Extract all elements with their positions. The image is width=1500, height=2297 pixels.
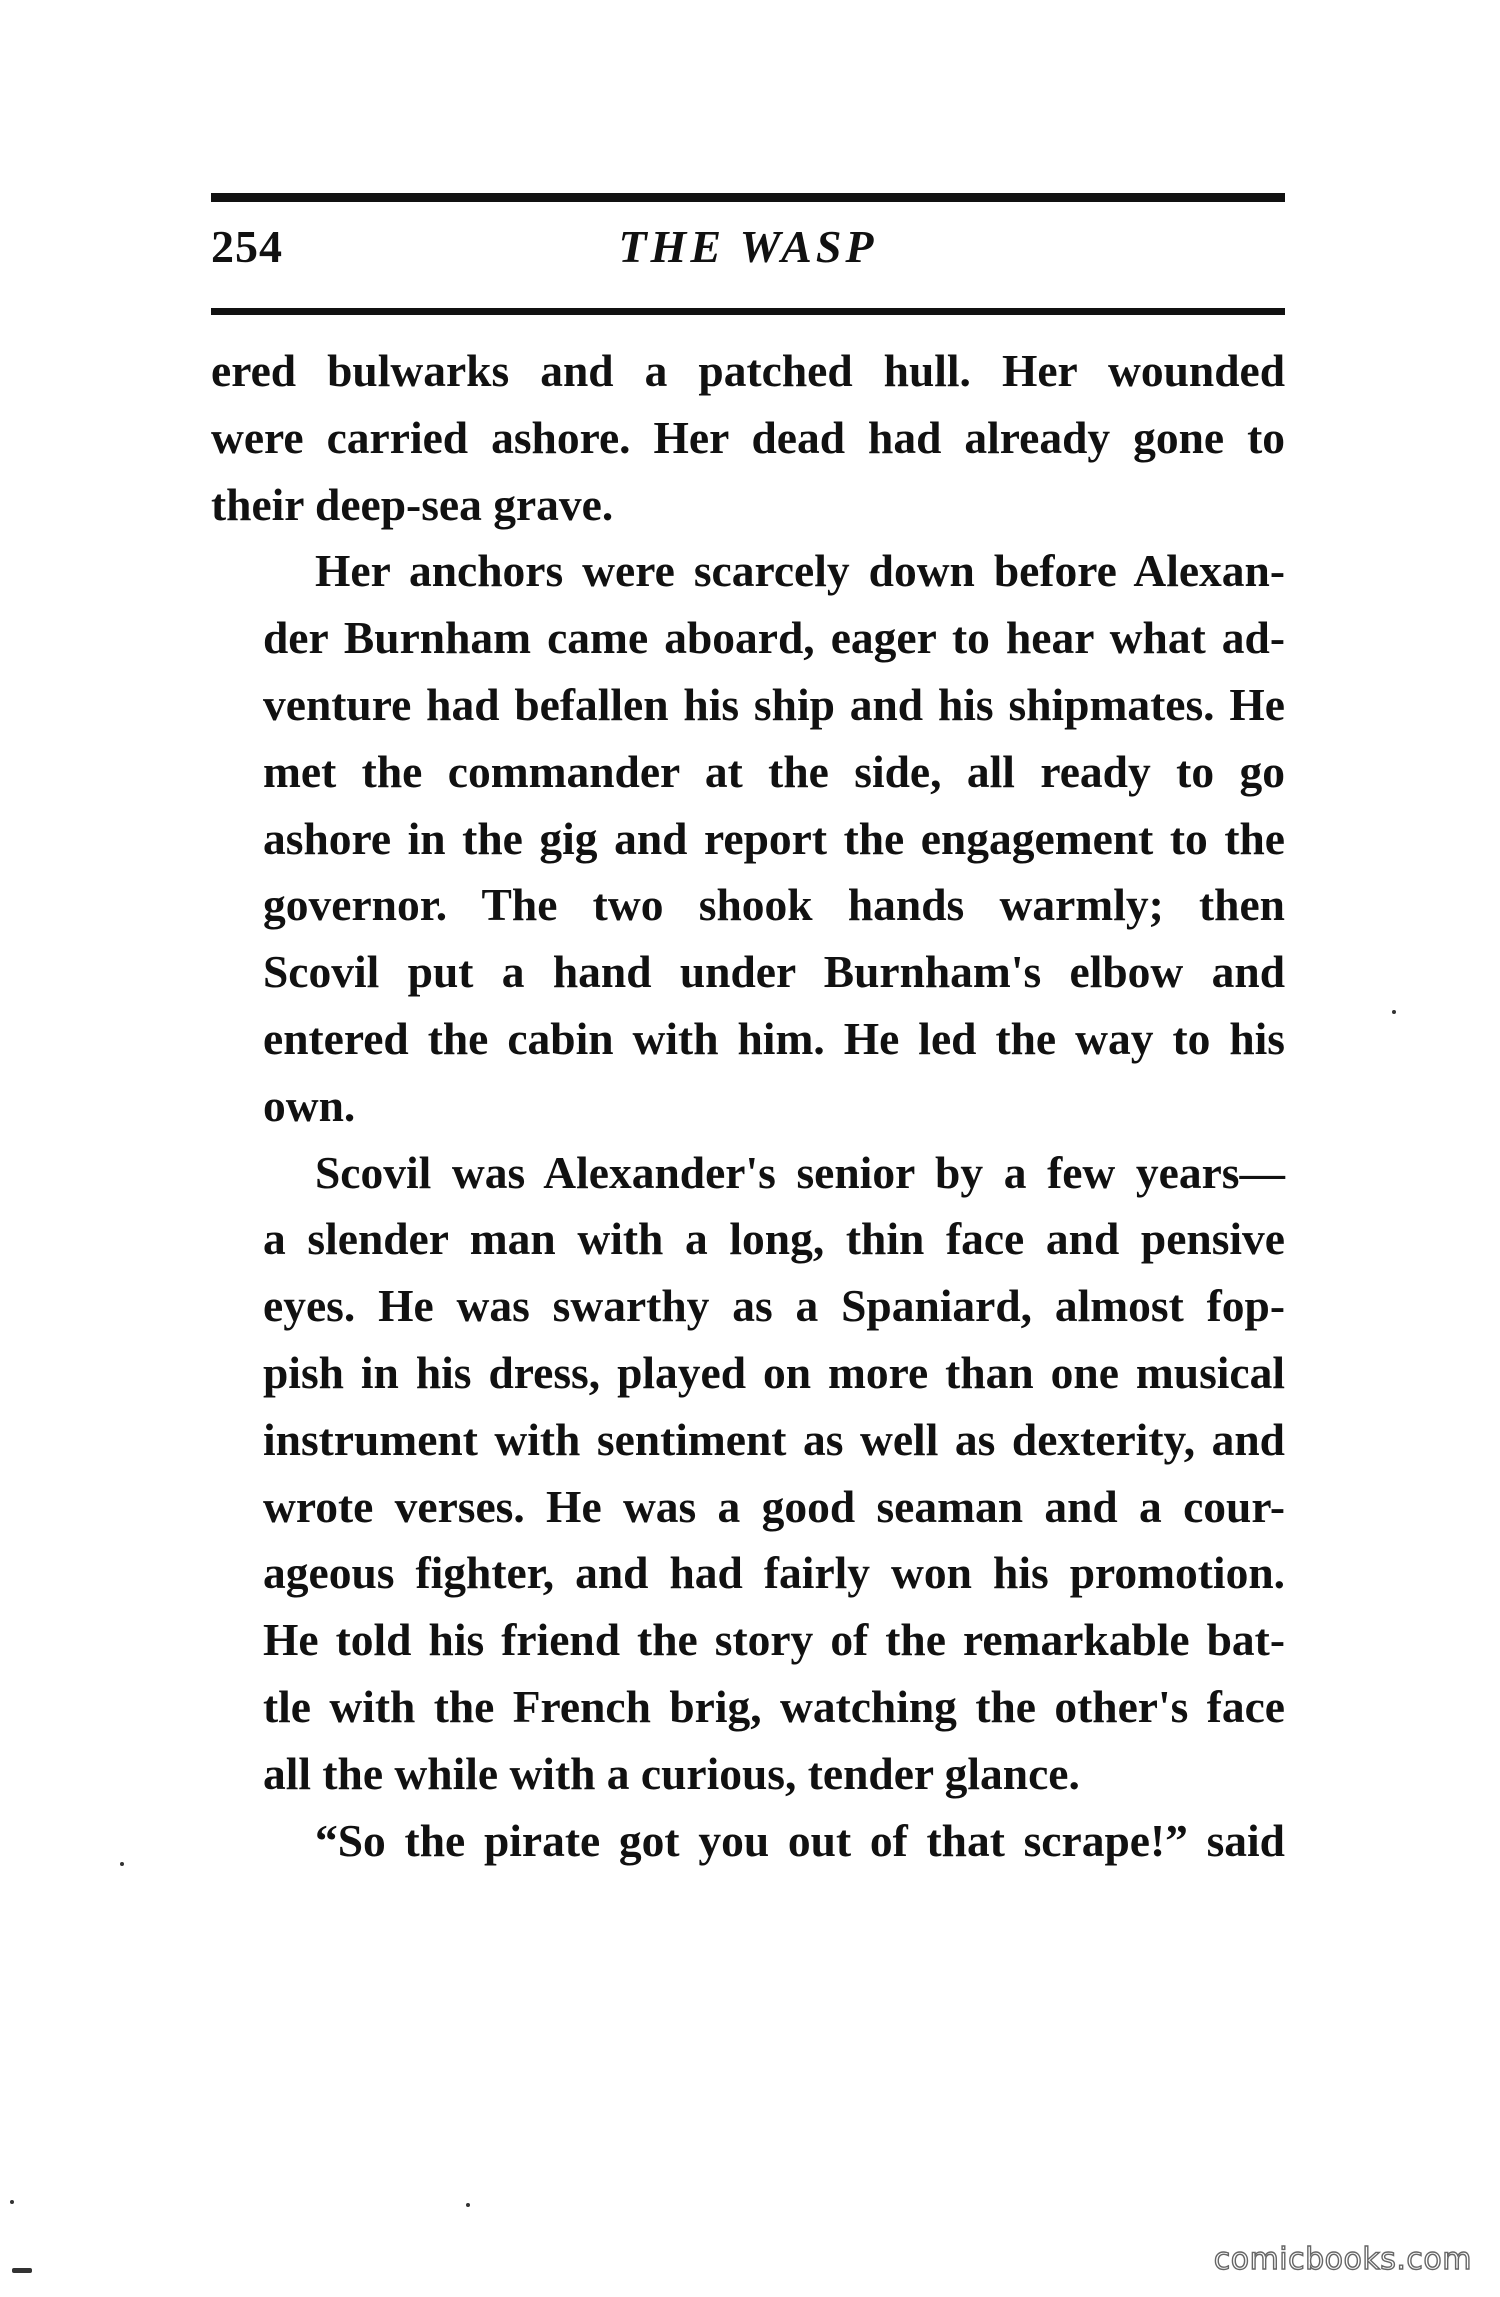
text-line: tle with the French brig, watching the other's face [263,1680,1285,1732]
text-line: der Burnham came aboard, eager to hear what ad- [263,612,1285,664]
text-line: ashore in the gig and report the engagement to the [263,812,1285,864]
text-line: wrote verses. He was a good seaman and a cour- [263,1480,1285,1532]
text-line: pish in his dress, played on more than one musical [263,1346,1285,1398]
text-line: all the while with a curious, tender glance. [263,1747,1080,1799]
header-rule-bottom [211,308,1285,315]
text-line: their deep-sea grave. [211,478,614,530]
text-line: Scovil was Alexander's senior by a few years— [315,1146,1285,1198]
paragraph-4 [211,1808,1285,1875]
print-speck [1392,1010,1396,1014]
paragraph-2 [211,538,1285,1139]
running-title: THE WASP [618,221,878,272]
text-line: were carried ashore. Her dead had already gone to [211,411,1285,463]
text-line: a slender man with a long, thin face and pensive [263,1213,1285,1265]
text-line: He told his friend the story of the remarkable bat- [263,1614,1285,1666]
text-line: “So the pirate got you out of that scrape!” said [315,1814,1285,1866]
print-speck [466,2203,470,2207]
text-line: instrument with sentiment as well as dexterity, and [263,1413,1285,1465]
paragraph-3 [211,1140,1285,1808]
page-header [211,220,1285,290]
paragraph-1 [211,338,1285,538]
body-text [211,338,1285,1874]
text-line: own. [263,1079,356,1131]
text-line: entered the cabin with him. He led the way to his [263,1012,1285,1064]
text-line: Scovil put a hand under Burnham's elbow and [263,946,1285,998]
text-line: met the commander at the side, all ready to go [263,745,1285,797]
print-speck [120,1862,124,1866]
page-number: 254 [211,221,283,272]
text-line: ered bulwarks and a patched hull. Her wounded [211,345,1285,396]
watermark: comicbooks.com [1213,2242,1472,2277]
text-line: eyes. He was swarthy as a Spaniard, almost fop- [263,1280,1285,1332]
print-speck [12,2268,32,2273]
header-rule-top [211,193,1285,202]
text-line: ageous fighter, and had fairly won his promotion. [263,1547,1285,1599]
text-line: Her anchors were scarcely down before Alexan- [315,545,1285,597]
print-speck [10,2200,14,2204]
text-line: venture had befallen his ship and his shipmates. He [263,678,1285,730]
text-line: governor. The two shook hands warmly; then [263,879,1285,931]
